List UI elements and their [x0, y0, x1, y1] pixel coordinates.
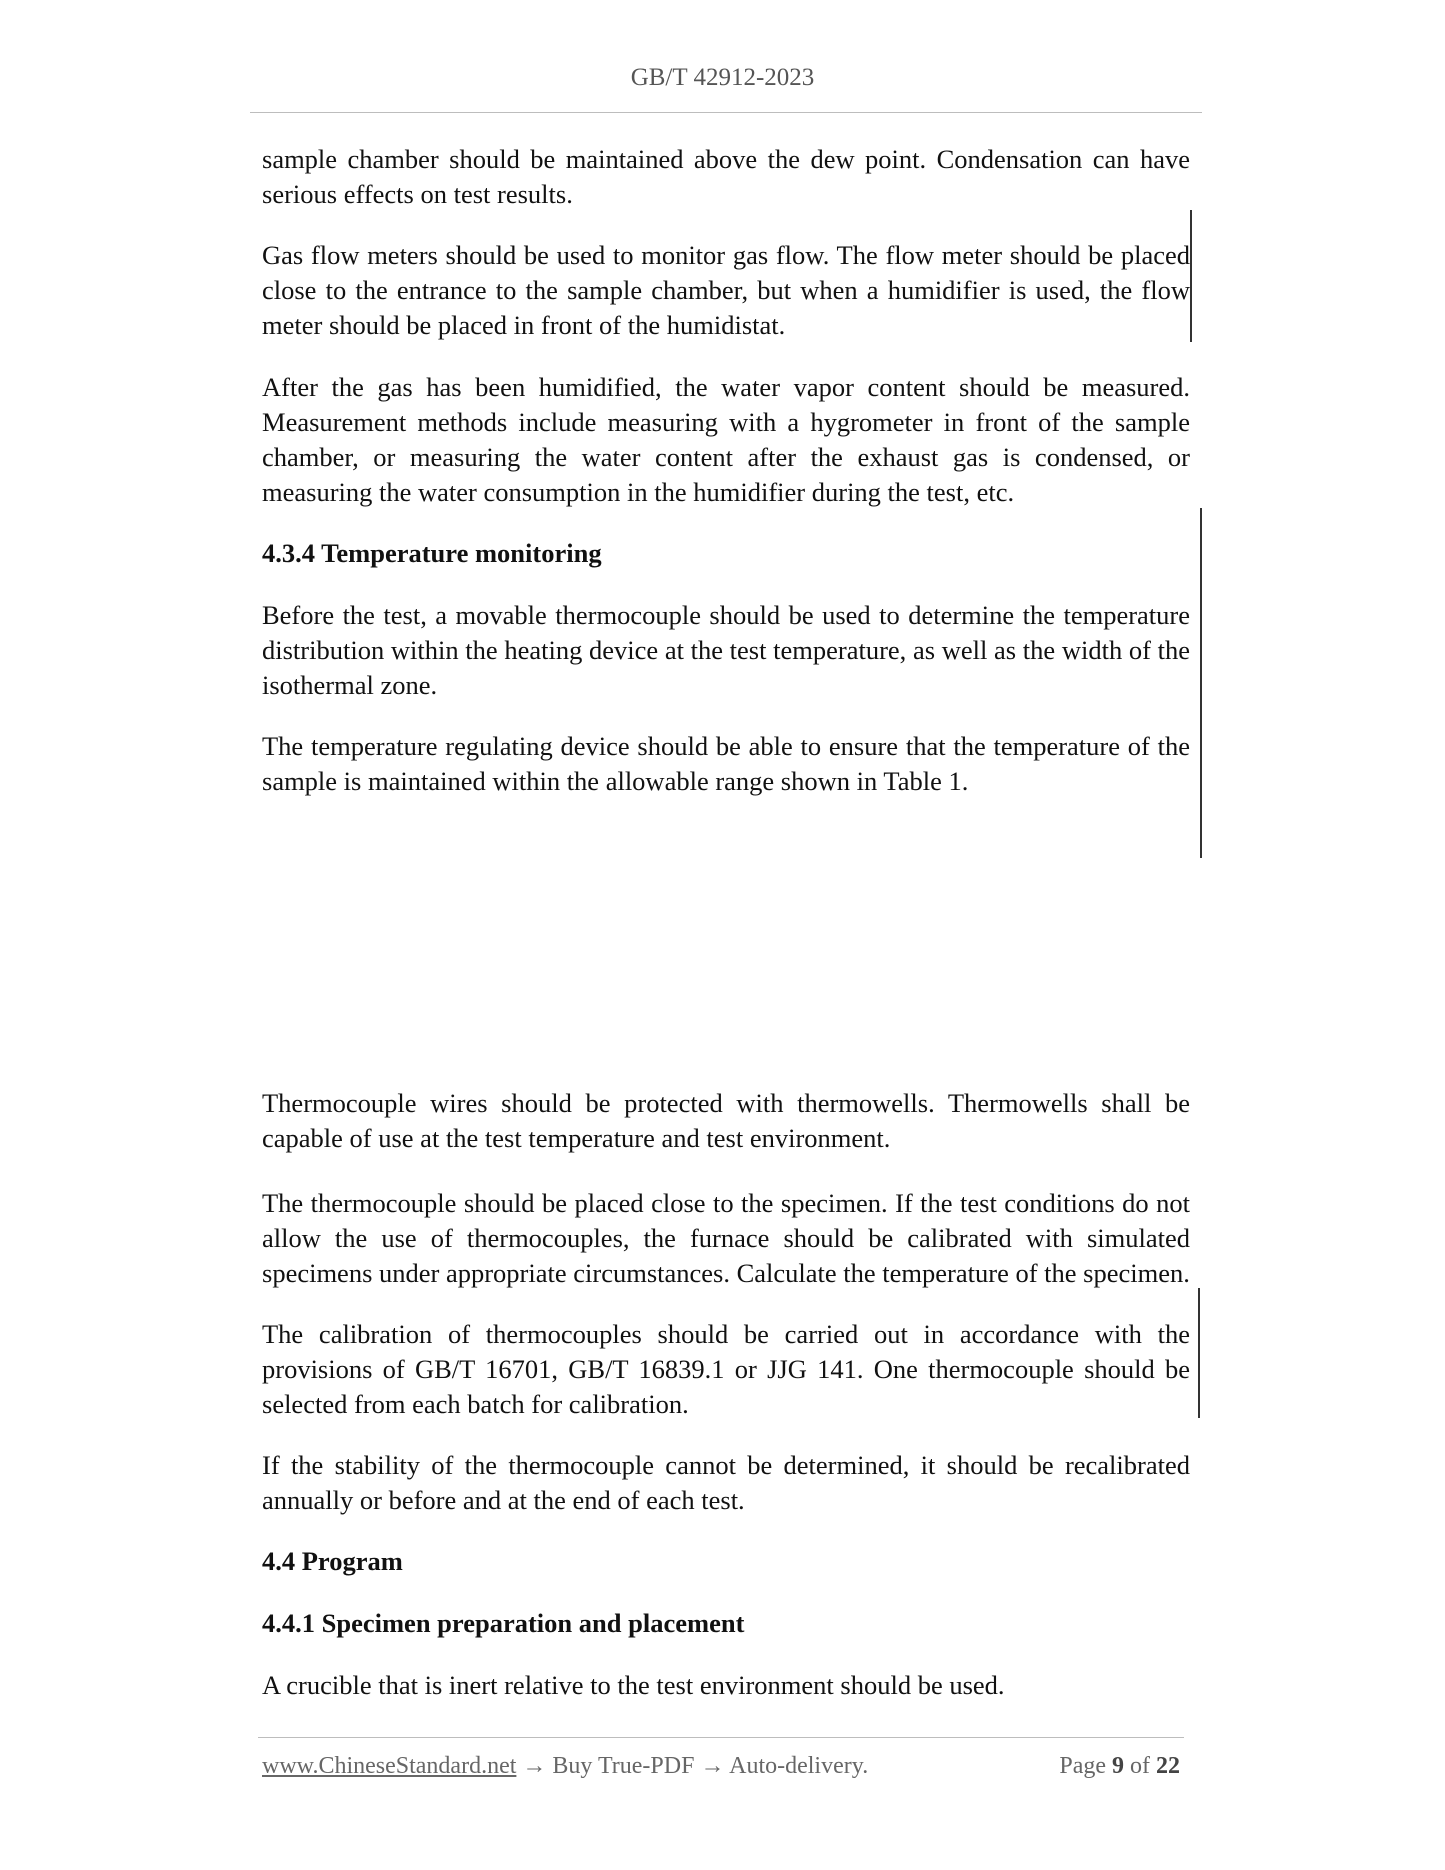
paragraph-calibration: The calibration of thermocouples should be carried out in accordance with the provisions of GB/T 16701, GB/T 16839.1 or JJG 141. One thermocouple should be selected from each batch for calibration. — [262, 1319, 1190, 1419]
revision-bar — [1190, 210, 1192, 342]
paragraph-stability: If the stability of the thermocouple cannot be determined, it should be recalibrated annually or before and at the end of each test. — [262, 1450, 1190, 1515]
footer-divider — [258, 1737, 1184, 1738]
footer-promo-text: → Buy True-PDF → Auto-delivery. — [516, 1753, 869, 1779]
paragraph-crucible: A crucible that is inert relative to the test environment should be used. — [262, 1670, 1005, 1700]
page-total-number: 22 — [1156, 1753, 1180, 1779]
section-heading-4-3-4: 4.3.4 Temperature monitoring — [262, 538, 602, 568]
page-indicator — [1059, 1753, 1180, 1780]
paragraph-thermowells: Thermocouple wires should be protected with thermowells. Thermowells shall be capable of use at the test temperature and test environment. — [262, 1088, 1190, 1153]
paragraph-temperature-regulating: The temperature regulating device should be able to ensure that the temperature of the sample is maintained within the allowable range shown in Table 1. — [262, 731, 1190, 796]
paragraph-dew-point: sample chamber should be maintained above the dew point. Condensation can have serious effects on test results. — [262, 144, 1190, 209]
header-divider — [250, 112, 1202, 113]
page-current-number: 9 — [1112, 1753, 1124, 1779]
revision-bar — [1198, 1288, 1200, 1418]
section-heading-4-4: 4.4 Program — [262, 1546, 403, 1576]
page-footer — [262, 1753, 1182, 1780]
paragraph-gas-flow-meters: Gas flow meters should be used to monitor gas flow. The flow meter should be placed close to the entrance to the sample chamber, but when a humidifier is used, the flow meter should be placed in front of the humidistat. — [262, 240, 1190, 340]
page-of-label: of — [1130, 1753, 1150, 1779]
revision-bar — [1200, 508, 1202, 858]
section-heading-4-4-1: 4.4.1 Specimen preparation and placement — [262, 1608, 745, 1638]
page-label: Page — [1059, 1753, 1106, 1779]
paragraph-water-vapor: After the gas has been humidified, the water vapor content should be measured. Measurement methods include measuring with a hygrometer in front of the sample chamber, or measuring the water content after the exhaust gas is condensed, or measuring the water consumption in the humidifier during the test, etc. — [262, 372, 1190, 507]
document-header-title: GB/T 42912-2023 — [630, 64, 815, 91]
paragraph-movable-thermocouple: Before the test, a movable thermocouple should be used to determine the temperature distribution within the heating device at the test temperature, as well as the width of the isothermal zone. — [262, 600, 1190, 700]
website-link[interactable]: www.ChineseStandard.net — [262, 1753, 517, 1779]
paragraph-thermocouple-placement: The thermocouple should be placed close to the specimen. If the test conditions do not allow the use of thermocouples, the furnace should be calibrated with simulated specimens under appropriate circumstances. Calculate the temperature of the specimen. — [262, 1188, 1190, 1288]
